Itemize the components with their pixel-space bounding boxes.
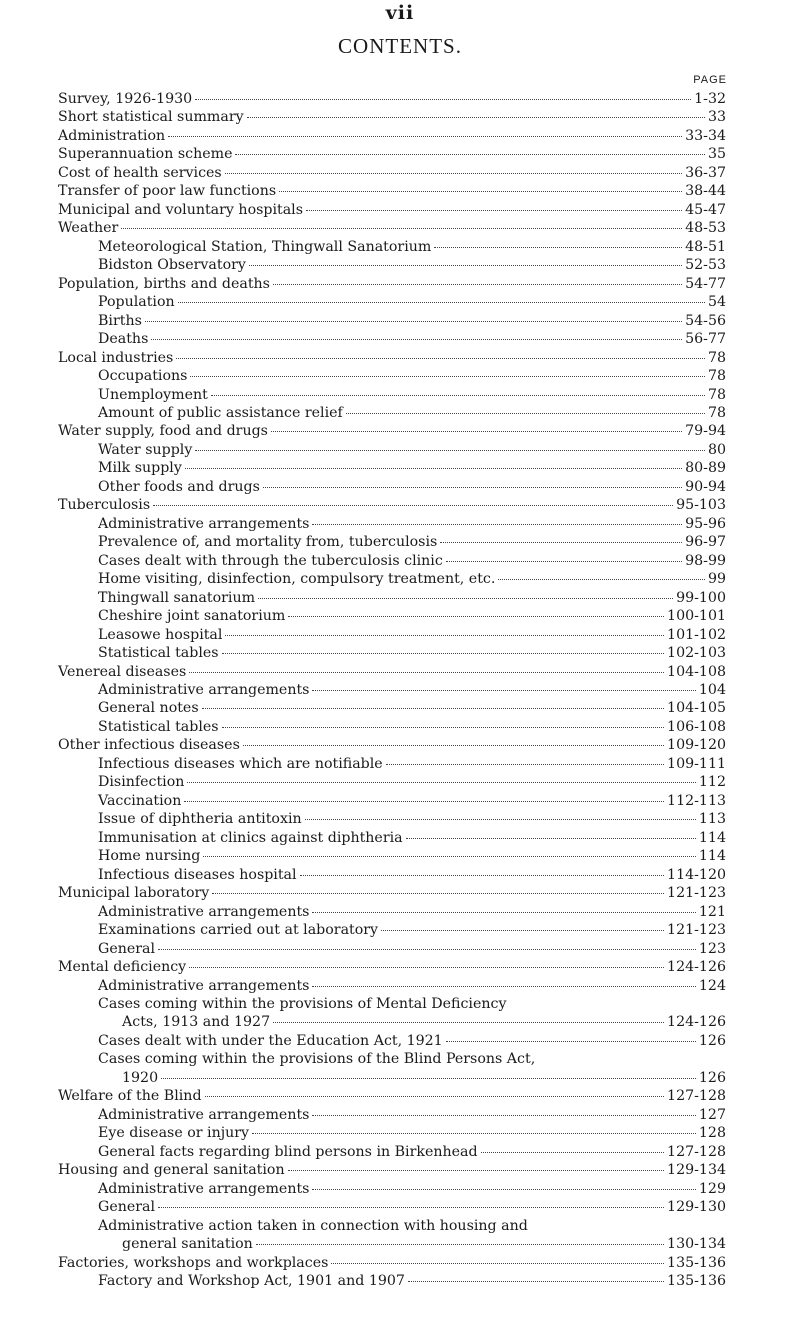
dot-leader [446,561,682,562]
toc-entry-label: Vaccination [98,792,182,809]
toc-entry [58,367,726,385]
toc-entry [58,681,726,699]
dot-leader [161,1078,696,1079]
toc-entry [58,903,726,921]
toc-entry-label: Deaths [98,331,149,348]
toc-entry-page: 114-120 [667,866,726,883]
toc-entry-label: Administration [58,127,166,144]
toc-entry [58,108,726,126]
dot-leader [222,727,665,728]
dot-leader [189,672,664,673]
toc-entry [58,238,726,256]
toc-entry [58,1198,726,1216]
dot-leader [121,228,682,229]
toc-entry-label: Other infectious diseases [58,737,240,754]
toc-entry-label: Meteorological Station, Thingwall Sanatorium [98,238,432,255]
dot-leader [331,1263,664,1264]
toc-entry [58,515,726,533]
toc-entry-page: 80-89 [685,460,726,477]
dot-leader [271,431,682,432]
toc-entry-label: Cases coming within the provisions of Mental Deficiency [98,995,507,1012]
toc-entry-label: Statistical tables [98,718,219,735]
toc-entry-page: 126 [698,1032,726,1049]
toc-entry-page: 33 [707,109,726,126]
dot-leader [346,413,705,414]
toc-entry-page: 104-108 [667,663,726,680]
toc-entry-page: 106-108 [667,718,726,735]
toc-entry [58,1050,726,1068]
toc-entry-label: Water supply [98,441,193,458]
toc-entry-label: Acts, 1913 and 1927 [122,1014,271,1031]
toc-entry-label: Statistical tables [98,645,219,662]
toc-entry-label: General [98,940,156,957]
toc-entry-label: Local industries [58,349,174,366]
dot-leader [211,395,705,396]
toc-entry [58,1124,726,1142]
toc-entry-page: 52-53 [685,257,726,274]
toc-entry [58,201,726,219]
toc-entry-label: Infectious diseases which are notifiable [98,755,383,772]
toc-entry [58,884,726,902]
toc-entry-page: 78 [707,404,726,421]
toc-entry [58,127,726,145]
dot-leader [178,302,705,303]
toc-entry-page: 99-100 [676,589,726,606]
toc-entry-page: 130-134 [667,1236,726,1253]
toc-entry-page: 124 [698,977,726,994]
toc-entry-page: 1-32 [694,91,726,107]
dot-leader [446,1041,696,1042]
toc-entry-page: 114 [698,829,726,846]
dot-leader [222,653,665,654]
toc-entry [58,718,726,736]
toc-entry-label: Factories, workshops and workplaces [58,1254,329,1271]
toc-entry [58,755,726,773]
toc-entry-label: Thingwall sanatorium [98,589,256,606]
toc-entry-label: Home nursing [98,848,201,865]
toc-entry-label: Welfare of the Blind [58,1088,202,1105]
dot-leader [187,782,696,783]
toc-entry [58,1235,726,1253]
toc-entry [58,1272,726,1290]
toc-entry-page: 100-101 [667,608,726,625]
toc-entry-label: Administrative arrangements [98,515,310,532]
toc-entry-label: Cases dealt with through the tuberculosis clinic [98,552,443,569]
toc-entry-page: 101-102 [667,626,726,643]
toc-entry-page: 80 [707,441,726,458]
toc-entry-page: 35 [707,146,726,163]
dot-leader [190,376,705,377]
toc-entry-page: 135-136 [667,1254,726,1271]
toc-entry [58,792,726,810]
toc-entry [58,829,726,847]
toc-entry-page: 109-111 [667,755,726,772]
toc-entry-label: Bidston Observatory [98,257,246,274]
toc-entry-label: Cases coming within the provisions of the Blind Persons Act, [98,1051,536,1068]
toc-entry-label: Leasowe hospital [98,626,223,643]
toc-entry-page: 129-134 [667,1162,726,1179]
toc-entry [58,1106,726,1124]
toc-entry-label: Administrative arrangements [98,682,310,698]
toc-entry-page: 124-126 [667,959,726,976]
toc-entry [58,607,726,625]
toc-entry-label: Population [98,294,175,311]
toc-entry [58,90,726,108]
toc-entry-label: Issue of diphtheria antitoxin [98,811,302,828]
toc-entry-page: 79-94 [685,423,726,440]
toc-entry-page: 129-130 [667,1199,726,1216]
toc-entry-label: Municipal and voluntary hospitals [58,201,303,218]
table-of-contents [58,90,726,1290]
toc-entry [58,478,726,496]
toc-entry [58,404,726,422]
toc-entry-page: 129 [698,1180,726,1197]
toc-entry [58,441,726,459]
toc-entry [58,330,726,348]
toc-entry [58,995,726,1013]
toc-entry [58,921,726,939]
toc-entry-label: Births [98,312,142,329]
dot-leader [312,690,695,691]
toc-entry-page: 123 [698,940,726,957]
dot-leader [440,542,682,543]
toc-entry-page: 128 [698,1125,726,1142]
dot-leader [203,856,696,857]
toc-entry-label: General [98,1199,156,1216]
toc-entry-page: 102-103 [667,645,726,662]
toc-entry-label: Administrative arrangements [98,977,310,994]
toc-entry [58,1069,726,1087]
toc-entry [58,533,726,551]
dot-leader [176,358,705,359]
toc-entry-page: 96-97 [685,534,726,551]
dot-leader [279,191,682,192]
toc-entry-label: Other foods and drugs [98,478,260,495]
toc-entry [58,847,726,865]
toc-entry [58,552,726,570]
toc-entry-label: Occupations [98,368,188,385]
toc-entry-label: Amount of public assistance relief [98,404,343,421]
dot-leader [158,1207,664,1208]
toc-entry [58,145,726,163]
toc-entry [58,219,726,237]
toc-entry [58,1143,726,1161]
toc-entry [58,810,726,828]
toc-entry-label: Cheshire joint sanatorium [98,608,286,625]
toc-entry-page: 78 [707,368,726,385]
toc-entry-page: 135-136 [667,1273,726,1289]
dot-leader [212,893,664,894]
toc-entry [58,1013,726,1031]
toc-entry-page: 104-105 [667,700,726,717]
dot-leader [434,247,682,248]
dot-leader [195,450,705,451]
dot-leader [498,579,705,580]
toc-entry [58,422,726,440]
toc-entry [58,1032,726,1050]
toc-entry-label: Water supply, food and drugs [58,423,268,440]
toc-entry-page: 56-77 [685,331,726,348]
toc-entry-page: 127-128 [667,1143,726,1160]
toc-entry-page: 98-99 [685,552,726,569]
toc-entry [58,644,726,662]
toc-entry-label: Survey, 1926-1930 [58,91,193,107]
toc-entry-page: 99 [707,571,726,588]
dot-leader [312,524,682,525]
toc-entry [58,293,726,311]
toc-entry-label: Immunisation at clinics against diphtheria [98,829,403,846]
dot-leader [258,598,673,599]
dot-leader [225,173,682,174]
dot-leader [300,875,665,876]
dot-leader [185,468,682,469]
toc-entry [58,866,726,884]
page-column-label: PAGE [693,74,727,86]
toc-entry-label: General notes [98,700,199,717]
toc-entry-label: Eye disease or injury [98,1125,250,1142]
toc-entry-label: Cases dealt with under the Education Act, 1921 [98,1032,443,1049]
toc-entry-page: 78 [707,349,726,366]
dot-leader [249,265,682,266]
toc-entry-label: 1920 [122,1069,159,1086]
toc-entry-page: 121 [698,903,726,920]
dot-leader [184,801,664,802]
toc-entry-label: Administrative arrangements [98,903,310,920]
dot-leader [189,967,664,968]
toc-entry-page: 95-103 [676,497,726,514]
toc-entry-page: 126 [698,1069,726,1086]
dot-leader [386,764,664,765]
toc-entry [58,1217,726,1235]
toc-entry-label: Population, births and deaths [58,275,270,292]
toc-entry-page: 38-44 [685,183,726,200]
toc-entry-page: 109-120 [667,737,726,754]
toc-entry-label: Home visiting, disinfection, compulsory treatment, etc. [98,571,496,588]
toc-entry-page: 112 [698,774,726,791]
dot-leader [408,1281,664,1282]
toc-entry [58,940,726,958]
toc-entry-page: 113 [698,811,726,828]
toc-entry [58,349,726,367]
toc-entry-label: Cost of health services [58,164,222,181]
dot-leader [288,1170,664,1171]
dot-leader [252,1133,696,1134]
dot-leader [153,505,673,506]
toc-entry-label: Administrative arrangements [98,1180,310,1197]
toc-entry-page: 112-113 [667,792,726,809]
dot-leader [247,117,705,118]
toc-entry [58,312,726,330]
toc-entry [58,977,726,995]
toc-entry-page: 121-123 [667,922,726,939]
toc-entry-label: General facts regarding blind persons in Birkenhead [98,1143,478,1160]
toc-entry-page: 127 [698,1106,726,1123]
toc-entry-page: 48-51 [685,238,726,255]
dot-leader [225,635,664,636]
toc-entry [58,699,726,717]
toc-entry-page: 36-37 [685,164,726,181]
toc-entry-page: 90-94 [685,478,726,495]
dot-leader [481,1152,664,1153]
dot-leader [273,1022,664,1023]
toc-entry [58,256,726,274]
dot-leader [151,339,682,340]
dot-leader [288,616,664,617]
toc-entry-page: 54-56 [685,312,726,329]
toc-entry [58,663,726,681]
dot-leader [202,708,664,709]
dot-leader [305,819,696,820]
toc-entry-label: Administrative arrangements [98,1106,310,1123]
toc-entry-label: general sanitation [122,1236,253,1253]
toc-entry-page: 127-128 [667,1088,726,1105]
toc-entry-page: 104 [698,682,726,698]
toc-entry-label: Venereal diseases [58,663,187,680]
toc-entry [58,164,726,182]
dot-leader [256,1244,664,1245]
toc-entry [58,182,726,200]
toc-entry-label: Disinfection [98,774,185,791]
dot-leader [381,930,664,931]
toc-entry-page: 33-34 [685,127,726,144]
toc-entry-page: 48-53 [685,220,726,237]
toc-entry-label: Administrative action taken in connection with housing and [98,1217,528,1234]
toc-entry-label: Weather [58,220,119,237]
dot-leader [263,487,682,488]
dot-leader [235,154,704,155]
toc-entry-page: 45-47 [685,201,726,218]
toc-entry-label: Short statistical summary [58,109,244,126]
toc-entry-page: 78 [707,386,726,403]
toc-entry [58,1254,726,1272]
dot-leader [195,99,691,100]
page-number: vii [385,2,415,24]
toc-entry [58,459,726,477]
dot-leader [312,912,695,913]
toc-entry-page: 121-123 [667,885,726,902]
dot-leader [312,1115,695,1116]
toc-entry-label: Factory and Workshop Act, 1901 and 1907 [98,1273,405,1289]
toc-entry [58,589,726,607]
toc-entry-label: Municipal laboratory [58,885,210,902]
dot-leader [312,1189,695,1190]
dot-leader [145,321,682,322]
toc-entry-page: 54 [707,294,726,311]
toc-entry-label: Tuberculosis [58,497,151,514]
toc-entry-page: 54-77 [685,275,726,292]
dot-leader [168,136,682,137]
dot-leader [312,986,695,987]
toc-entry [58,496,726,514]
toc-entry-label: Superannuation scheme [58,146,233,163]
dot-leader [243,745,664,746]
page-title: CONTENTS. [338,34,462,58]
toc-entry [58,773,726,791]
toc-entry-label: Milk supply [98,460,182,477]
toc-entry [58,1161,726,1179]
toc-entry-label: Examinations carried out at laboratory [98,922,379,939]
toc-entry [58,626,726,644]
dot-leader [406,838,696,839]
toc-entry [58,1180,726,1198]
dot-leader [306,210,682,211]
toc-entry [58,736,726,754]
toc-entry-page: 95-96 [685,515,726,532]
dot-leader [158,949,696,950]
dot-leader [273,284,682,285]
toc-entry [58,1087,726,1105]
toc-entry-page: 114 [698,848,726,865]
toc-entry-page: 124-126 [667,1014,726,1031]
dot-leader [205,1096,665,1097]
toc-entry-label: Unemployment [98,386,208,403]
toc-entry-label: Housing and general sanitation [58,1162,285,1179]
toc-entry-label: Mental deficiency [58,959,187,976]
toc-entry [58,958,726,976]
toc-entry [58,570,726,588]
toc-entry-label: Prevalence of, and mortality from, tuberculosis [98,534,438,551]
toc-entry-label: Transfer of poor law functions [58,183,277,200]
toc-entry-label: Infectious diseases hospital [98,866,297,883]
toc-entry [58,275,726,293]
toc-entry [58,386,726,404]
